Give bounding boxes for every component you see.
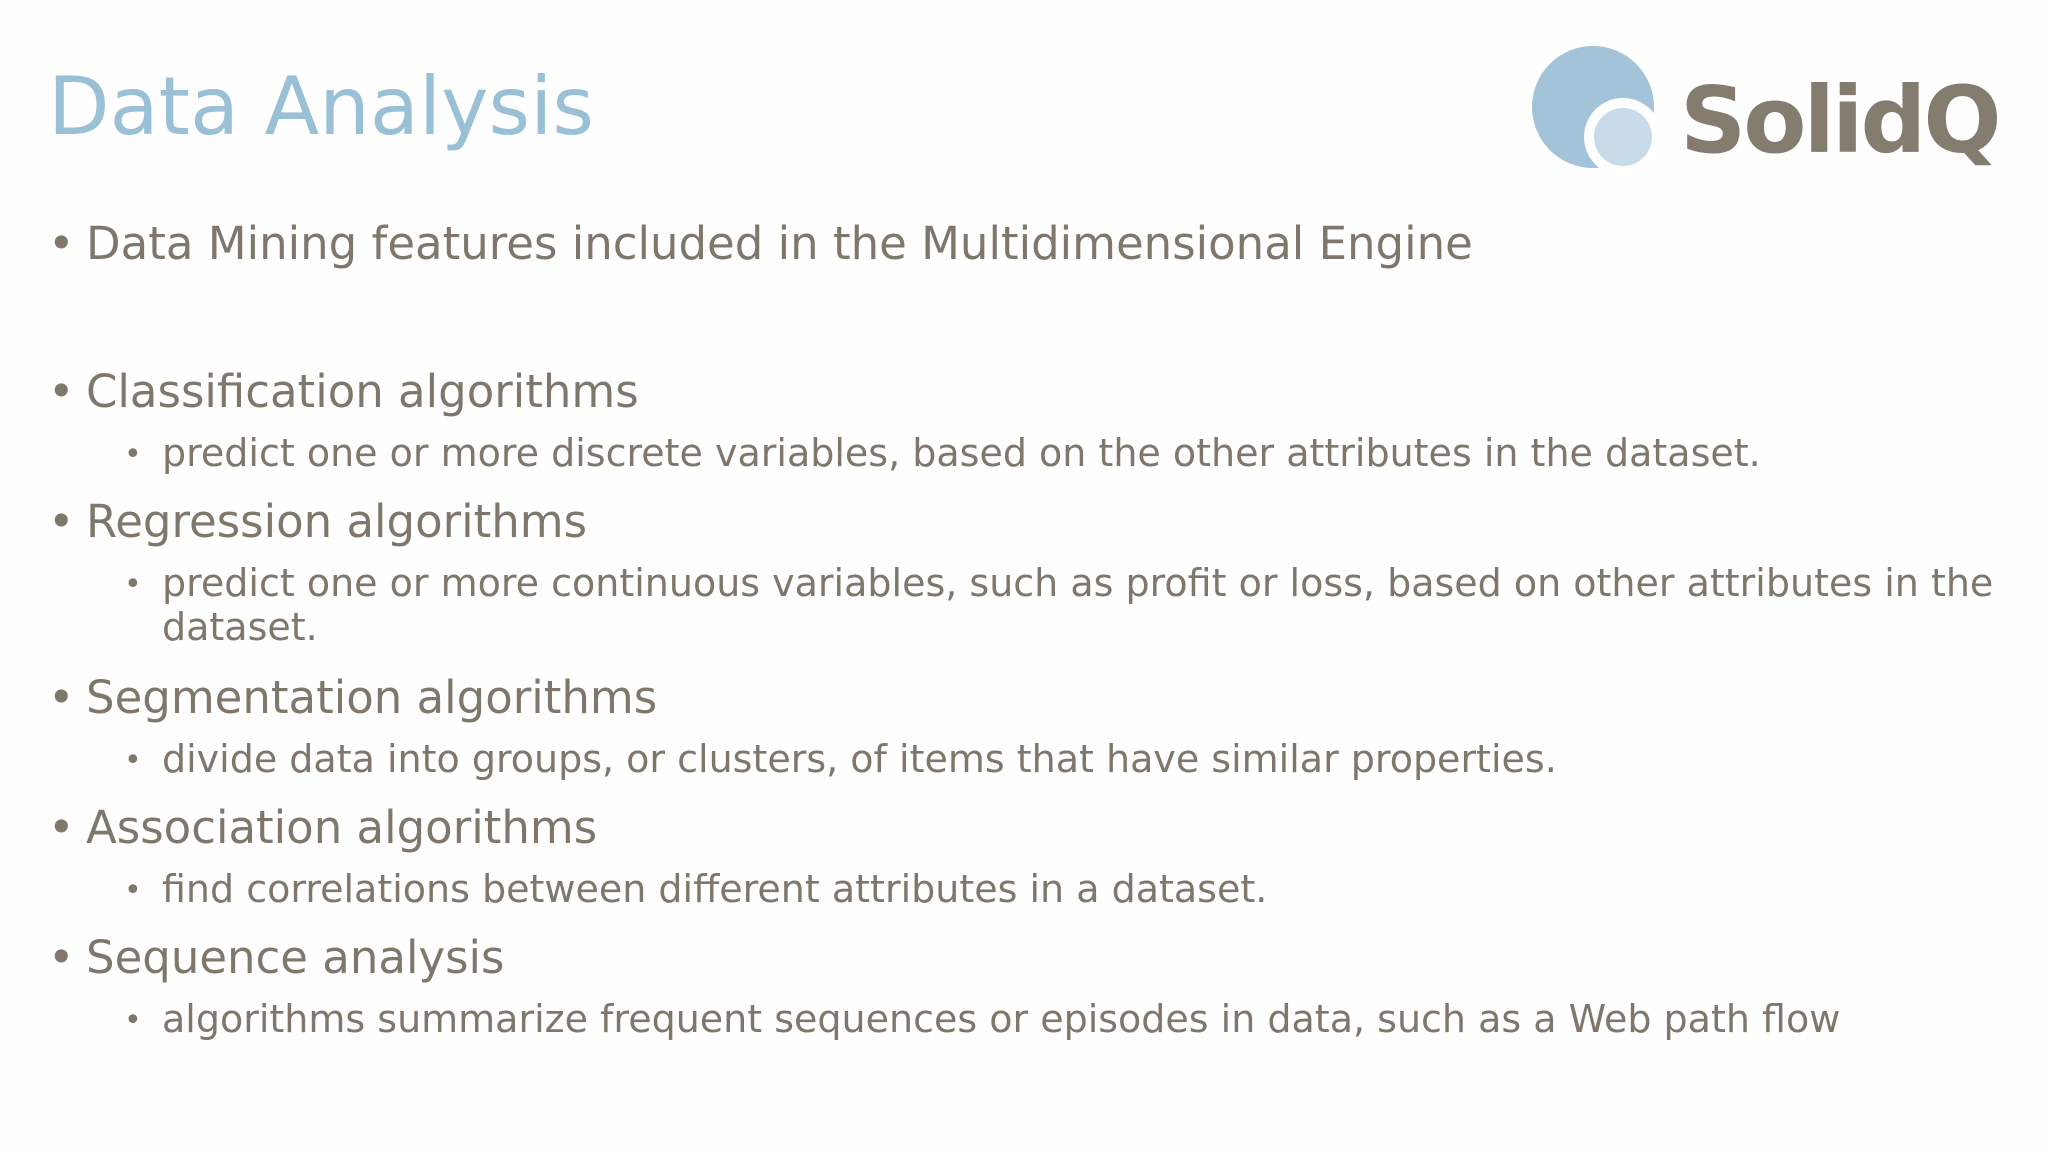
sub-bullet-text: predict one or more continuous variables, such as profit or loss, based on other attributes in the	[162, 561, 1994, 605]
logo-text: SolidQ	[1680, 67, 1999, 174]
bullet-icon: •	[48, 495, 75, 548]
slide-title: Data Analysis	[48, 60, 595, 153]
logo-small-circle-icon	[1594, 108, 1652, 166]
bullet-icon: •	[48, 671, 75, 724]
bullet-icon: •	[124, 437, 142, 472]
sub-bullet-text: find correlations between different attributes in a dataset.	[162, 867, 1268, 911]
bullet-icon: •	[124, 567, 142, 602]
sub-bullet-text: algorithms summarize frequent sequences or episodes in data, such as a Web path flow	[162, 997, 1841, 1041]
bullet-icon: •	[124, 1003, 142, 1038]
bullet-text: Association algorithms	[86, 801, 598, 854]
bullet-text: Regression algorithms	[86, 495, 588, 548]
bullet-icon: •	[124, 873, 142, 908]
bullet-icon: •	[48, 931, 75, 984]
solidq-logo	[1522, 38, 2012, 188]
bullet-icon: •	[48, 217, 75, 270]
sub-bullet-text: divide data into groups, or clusters, of items that have similar properties.	[162, 737, 1557, 781]
bullet-text: Segmentation algorithms	[86, 671, 658, 724]
bullet-text: Classification algorithms	[86, 365, 639, 418]
sub-bullet-text: predict one or more discrete variables, based on the other attributes in the dataset.	[162, 431, 1761, 475]
bullet-icon: •	[124, 743, 142, 778]
bullet-icon: •	[48, 365, 75, 418]
bullet-text: Sequence analysis	[86, 931, 505, 984]
bullet-text: Data Mining features included in the Multidimensional Engine	[86, 217, 1473, 270]
sub-bullet-text: dataset.	[162, 605, 318, 649]
bullet-icon: •	[48, 801, 75, 854]
